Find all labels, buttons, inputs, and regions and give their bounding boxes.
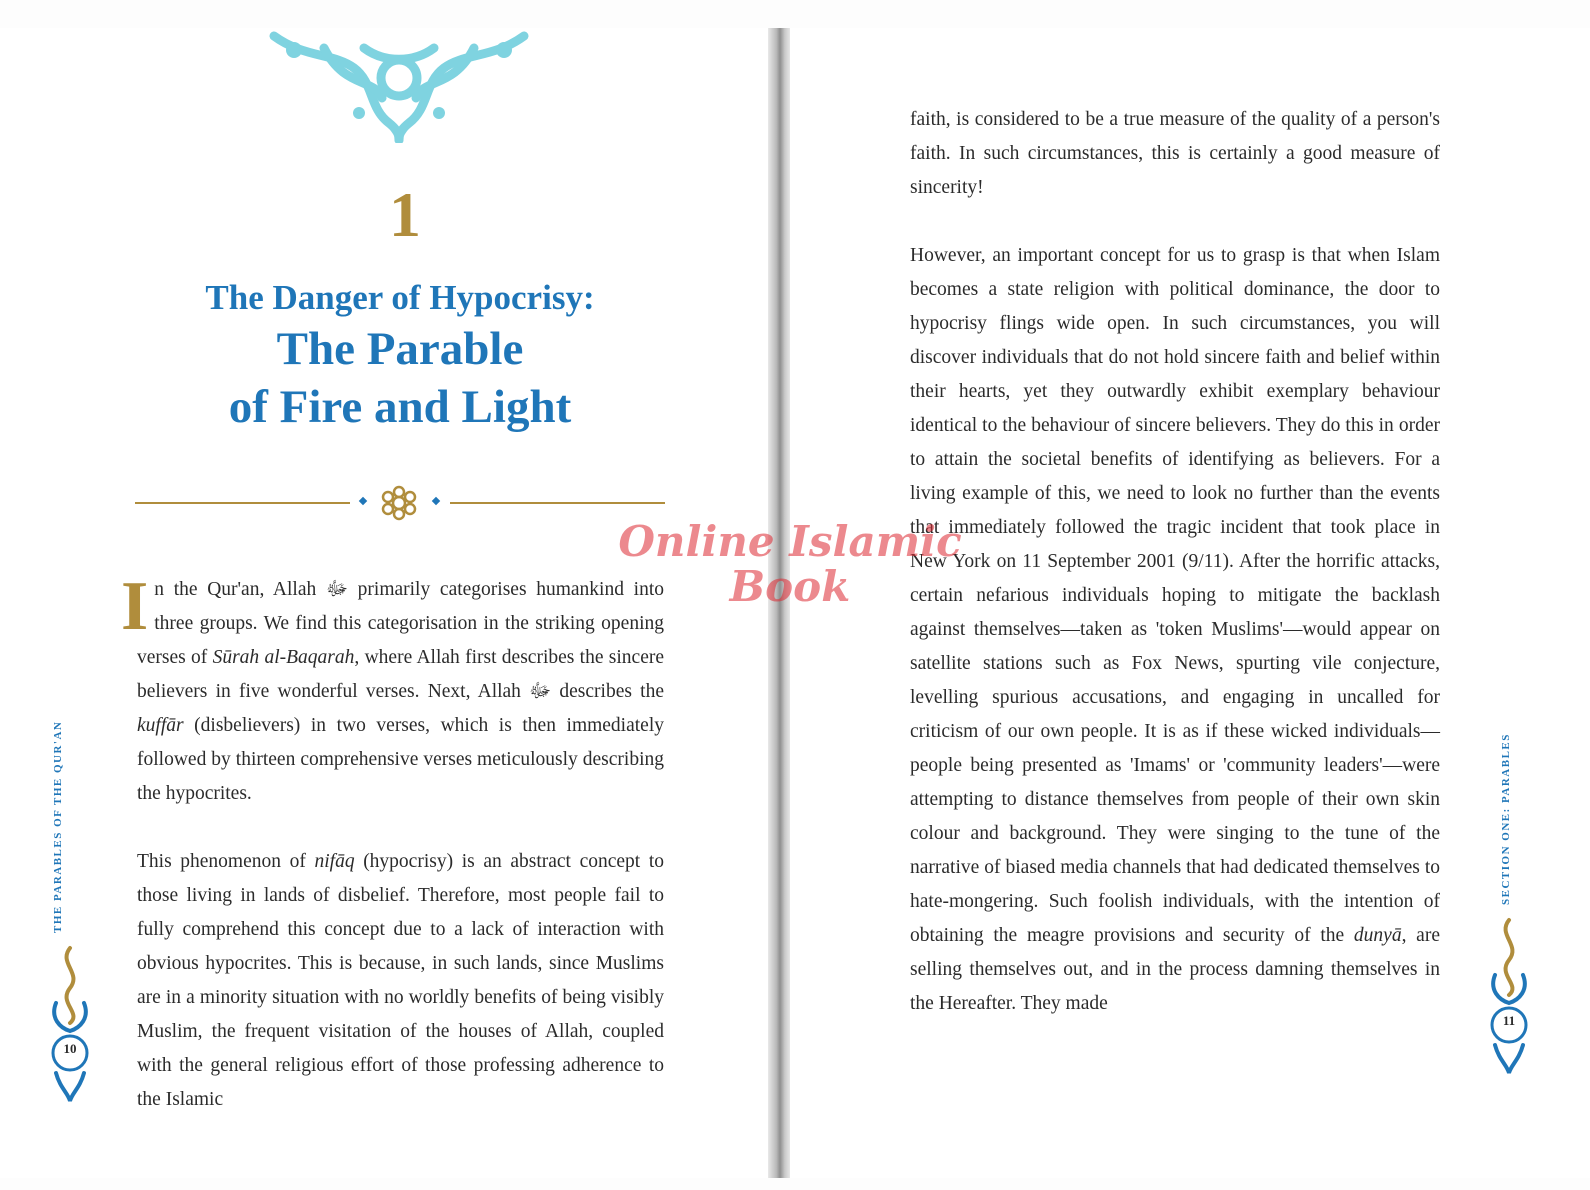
term-nifaq: nifāq	[314, 851, 355, 872]
paragraph	[121, 568, 665, 811]
floral-ornament-icon	[264, 28, 534, 143]
chapter-title-line1: The Danger of Hypocrisy:	[205, 278, 595, 317]
divider-rule-right	[450, 502, 665, 504]
text-run: n the Qur'an, Allah ﷻ primarily categorises humankind into three groups. We find this categorisation in the striking opening verses of	[137, 579, 664, 668]
page-number-ornament	[48, 943, 92, 1103]
chapter-title-line2: The Parable	[276, 323, 524, 375]
divider-dot-icon	[432, 497, 440, 505]
text-run: This phenomenon of	[137, 851, 315, 872]
term-dunya: dunyā	[1353, 925, 1402, 946]
watermark-line1: Online Islamic	[618, 517, 962, 566]
paragraph	[137, 845, 664, 1117]
book-gutter	[768, 28, 792, 1178]
folio-ornament-icon	[48, 943, 92, 1103]
title-divider	[135, 483, 665, 523]
term-kuffar: kuffār	[137, 715, 184, 736]
running-head: THE PARABLES OF THE QUR'AN	[52, 720, 64, 933]
right-page	[790, 28, 1590, 1178]
folio-ornament-icon	[1487, 915, 1531, 1075]
running-head: SECTION ONE: PARABLES	[1500, 733, 1512, 905]
divider-dot-icon	[359, 497, 367, 505]
paragraph	[910, 239, 1440, 1021]
left-page	[0, 28, 770, 1178]
page-number: 11	[1502, 1013, 1516, 1028]
chapter-number: 1	[389, 179, 421, 250]
surah-name: Sūrah al-Baqarah	[212, 647, 355, 668]
rosette-divider-icon	[375, 483, 423, 523]
text-run: , are selling themselves out, and in the process damning themselves in the Hereafter. They made	[910, 925, 1440, 1014]
left-body-text	[121, 568, 665, 1151]
paragraph: faith, is considered to be a true measure of the quality of a person's faith. In such circumstances, this is certainly a good measure of sincerity!	[910, 109, 1440, 198]
text-run: However, an important concept for us to grasp is that when Islam becomes a state religion with political dominance, the door to hypocrisy flings wide open. In such circumstances, you will discover individuals that do not hold sincere faith and belief within their hearts, yet they outwardly exhibit exemplary behaviour identical to the behaviour of sincere believers. They do this in order to attain the societal benefits of identifying as believers. For a living example of this, we need to look no further than the events that immediately followed the tragic incident that took place in New York on 11 September 2001 (9/11). After the horrific attacks, certain nefarious individuals hoping to mitigate the backlash against themselves—taken as 'token Muslims'—would appear on satellite stations such as Fox News, spurting vile conjecture, levelling spurious accusations, and engaging in uncalled for criticism of our own people. It is as if these wicked individuals—people being presented as 'Imams' or 'community leaders'—were attempting to distance themselves from people of their own skin colour and background. They were singing to the tune of the narrative of biased media channels that had dedicated themselves to hate-mongering. Such foolish individuals, with the intention of obtaining the meagre provisions and security of the	[910, 245, 1440, 946]
chapter-title	[120, 276, 680, 436]
drop-cap: I	[121, 568, 149, 645]
page-number-ornament	[1487, 915, 1531, 1075]
text-run: (hypocrisy) is an abstract concept to those living in lands of disbelief. Therefore, most people fail to fully comprehend this concept due to a lack of interaction with obvious hypocrites. This is because, in such lands, since Muslims are in a minority situation with no worldly benefits of being visibly Muslim, the frequent visitation of the houses of Allah, coupled with the general religious effort of those professing adherence to the Islamic	[137, 851, 664, 1110]
text-run: (disbelievers) in two verses, which is then immediately followed by thirteen comprehensive verses meticulously describing the hypocrites.	[137, 715, 664, 804]
watermark-line2: Book	[729, 562, 851, 611]
chapter-title-line3: of Fire and Light	[228, 381, 572, 433]
divider-rule-left	[135, 502, 350, 504]
right-body-text	[910, 103, 1440, 1055]
text-run: , where Allah first describes the sincere believers in five wonderful verses. Next, Allah ﷻ describes the	[137, 647, 665, 702]
page-number: 10	[63, 1041, 77, 1056]
